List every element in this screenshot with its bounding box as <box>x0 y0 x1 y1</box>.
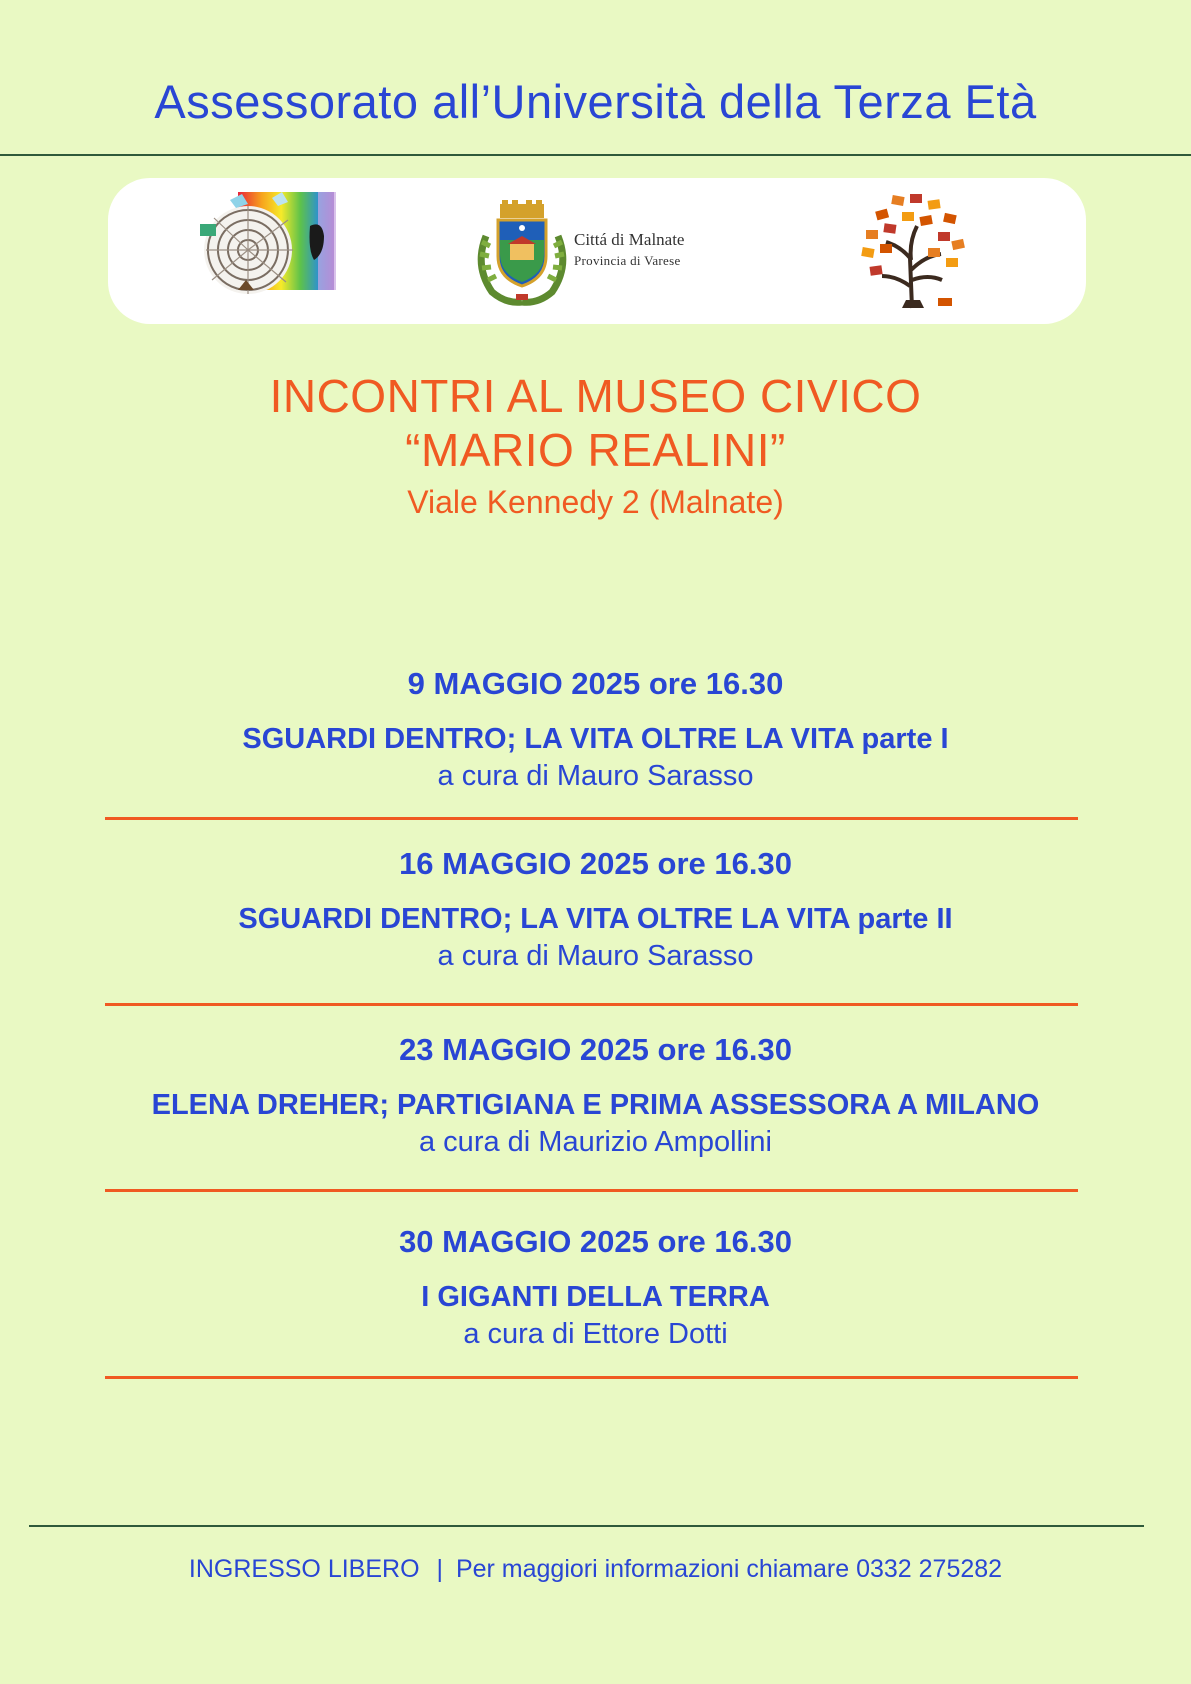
event-date: 23 MAGGIO 2025 ore 16.30 <box>399 1032 792 1067</box>
museum-name: “MARIO REALINI” <box>405 424 786 476</box>
event-divider <box>105 817 1078 820</box>
bottom-divider <box>29 1525 1144 1527</box>
event-title: SGUARDI DENTRO; LA VITA OLTRE LA VITA parte II <box>238 903 953 935</box>
event-curator: a cura di Maurizio Ampollini <box>419 1126 772 1158</box>
city-province: Provincia di Varese <box>574 253 681 268</box>
entry-note: INGRESSO LIBERO <box>188 1555 420 1583</box>
event-title: I GIGANTI DELLA TERRA <box>421 1281 770 1313</box>
footer <box>0 1555 1191 1584</box>
event-curator: a cura di Mauro Sarasso <box>437 760 754 792</box>
ammonite-rainbow-logo <box>198 190 336 302</box>
event-date: 16 MAGGIO 2025 ore 16.30 <box>399 846 792 881</box>
top-divider <box>0 154 1191 156</box>
event-item <box>0 664 1191 794</box>
malnate-logo <box>472 196 722 306</box>
event-item <box>0 1222 1191 1352</box>
book-tree-logo <box>858 190 970 314</box>
malnate-crest-icon <box>472 196 572 306</box>
logo-band <box>108 178 1086 324</box>
event-item <box>0 1030 1191 1160</box>
event-curator: a cura di Mauro Sarasso <box>437 940 754 972</box>
event-item <box>0 844 1191 974</box>
event-divider <box>105 1189 1078 1192</box>
event-date: 9 MAGGIO 2025 ore 16.30 <box>407 666 784 701</box>
event-divider <box>105 1003 1078 1006</box>
venue-block <box>0 370 1191 524</box>
venue-address: Viale Kennedy 2 (Malnate) <box>407 484 784 520</box>
footer-separator: | <box>436 1555 443 1583</box>
page-title: Assessorato all’Università della Terza Età <box>154 75 1037 128</box>
city-name: Cittá di Malnate <box>574 230 685 249</box>
venue-heading: INCONTRI AL MUSEO CIVICO <box>269 370 922 422</box>
contact-info: Per maggiori informazioni chiamare 0332 275282 <box>455 1555 1003 1583</box>
event-curator: a cura di Ettore Dotti <box>463 1318 728 1350</box>
event-divider <box>105 1376 1078 1379</box>
event-title: ELENA DREHER; PARTIGIANA E PRIMA ASSESSORA A MILANO <box>151 1089 1040 1121</box>
event-title: SGUARDI DENTRO; LA VITA OLTRE LA VITA parte I <box>242 723 949 755</box>
event-date: 30 MAGGIO 2025 ore 16.30 <box>399 1224 792 1259</box>
